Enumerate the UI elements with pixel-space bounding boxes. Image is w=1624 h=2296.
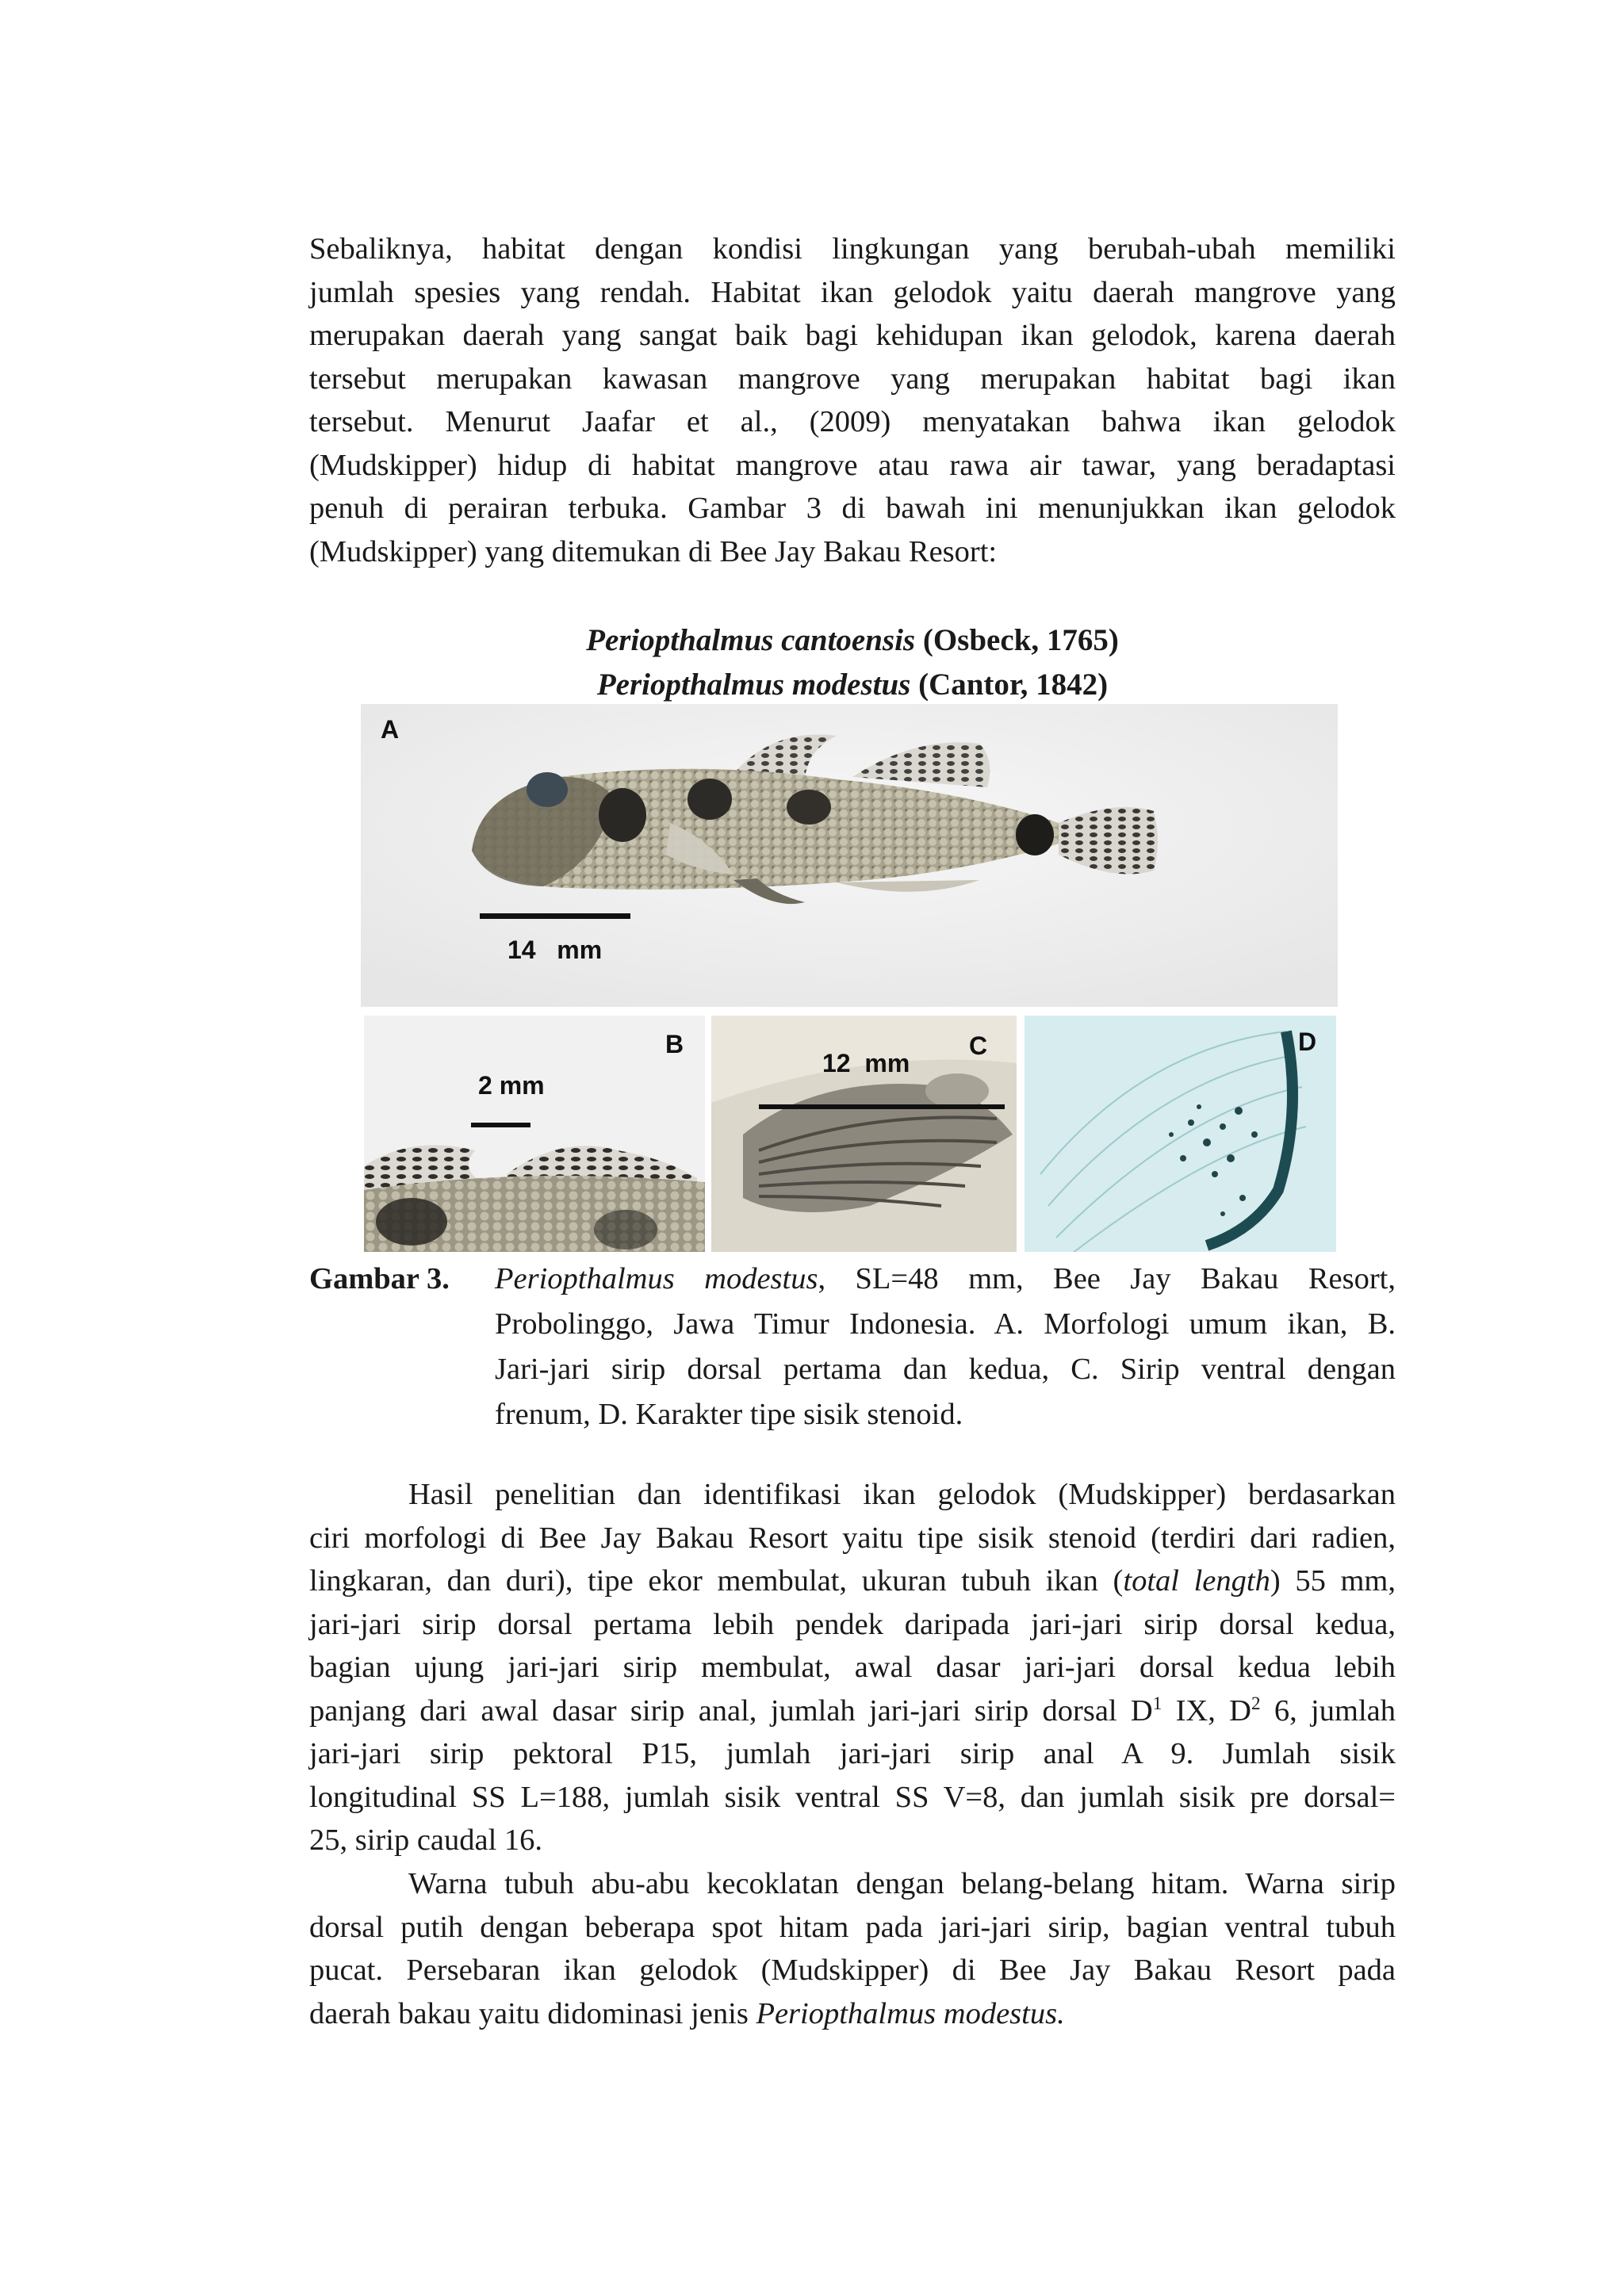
panel-c-label: C: [969, 1031, 988, 1060]
panel-a-label: A: [381, 715, 400, 744]
figure-caption-text: [495, 1257, 1396, 1437]
text-line: Hasil penelitian dan identifikasi ikan gelodok (Mudskipper) berdasarkan: [408, 1478, 1396, 1511]
caption-line: Jari-jari sirip dorsal pertama dan kedua, C. Sirip ventral dengan: [495, 1353, 1396, 1386]
species-name: Periopthalmus cantoensis: [586, 623, 916, 657]
panel-d-label: D: [1298, 1027, 1317, 1056]
caption-line: Probolinggo, Jawa Timur Indonesia. A. Morfologi umum ikan, B.: [495, 1307, 1396, 1341]
text-line: (Mudskipper) hidup di habitat mangrove atau rawa air tawar, yang beradaptasi: [309, 448, 1396, 482]
figure-caption-label: Gambar 3.: [309, 1262, 450, 1295]
text-line: lingkaran, dan duri), tipe ekor membulat, ukuran tubuh ikan (total length) 55 mm,: [309, 1564, 1396, 1598]
text-line: panjang dari awal dasar sirip anal, jumlah jari-jari sirip dorsal $D^1$ IX, $D^2$ 6, jumlah: [309, 1692, 1396, 1728]
text-line: Sebaliknya, habitat dengan kondisi lingkungan yang berubah-ubah memiliki: [309, 232, 1396, 266]
paragraph-intro: [309, 228, 1396, 573]
paragraph-results: [309, 1473, 1396, 1862]
panel-b-label: B: [665, 1030, 684, 1058]
species-name: Periopthalmus modestus: [596, 668, 911, 702]
panel-a-scale-label: 14 mm: [508, 936, 603, 964]
text-line: tersebut. Menurut Jaafar et al., (2009) menyatakan bahwa ikan gelodok: [309, 405, 1396, 438]
species-author: (Osbeck, 1765): [922, 623, 1119, 657]
panel-b-scale-label: 2 mm: [478, 1071, 545, 1100]
text-line: 25, sirip caudal 16.: [309, 1823, 543, 1857]
caption-species: Periopthalmus modestus: [495, 1262, 818, 1295]
panel-c-scale-label: 12 mm: [822, 1049, 910, 1077]
text-line: tersebut merupakan kawasan mangrove yang merupakan habitat bagi ikan: [309, 362, 1396, 396]
figure-panel-d: [1025, 1016, 1336, 1252]
paragraph-color: [309, 1862, 1396, 2035]
text-line: ciri morfologi di Bee Jay Bakau Resort yaitu tipe sisik stenoid (terdiri dari radien,: [309, 1521, 1396, 1555]
text-line: daerah bakau yaitu didominasi jenis Periopthalmus modestus.: [309, 1996, 1065, 2030]
figure-title-species-1: [309, 618, 1396, 663]
figure-panel-b: [364, 1016, 705, 1252]
figure-panel-a: [361, 704, 1338, 1007]
text-line: jari-jari sirip dorsal pertama lebih pendek daripada jari-jari sirip dorsal kedua,: [309, 1607, 1396, 1641]
text-line: jumlah spesies yang rendah. Habitat ikan gelodok yaitu daerah mangrove yang: [309, 275, 1396, 309]
text-line: Warna tubuh abu-abu kecoklatan dengan belang-belang hitam. Warna sirip: [408, 1867, 1396, 1900]
text-line: jari-jari sirip pektoral P15, jumlah jari-jari sirip anal A 9. Jumlah sisik: [309, 1737, 1396, 1770]
text-line: penuh di perairan terbuka. Gambar 3 di bawah ini menunjukkan ikan gelodok: [309, 492, 1396, 525]
text-line: merupakan daerah yang sangat baik bagi kehidupan ikan gelodok, karena daerah: [309, 319, 1396, 352]
species-author: (Cantor, 1842): [918, 668, 1109, 702]
text-line: dorsal putih dengan beberapa spot hitam pada jari-jari sirip, bagian ventral tubuh: [309, 1910, 1396, 1944]
text-line: pucat. Persebaran ikan gelodok (Mudskipper) di Bee Jay Bakau Resort pada: [309, 1954, 1396, 1987]
text-line: bagian ujung jari-jari sirip membulat, awal dasar jari-jari dorsal kedua lebih: [309, 1651, 1396, 1684]
text-line: longitudinal SS L=188, jumlah sisik ventral SS V=8, dan jumlah sisik pre dorsal=: [309, 1780, 1396, 1814]
caption-line: Periopthalmus modestus, SL=48 mm, Bee Jay Bakau Resort,: [495, 1262, 1396, 1295]
text-line: (Mudskipper) yang ditemukan di Bee Jay Bakau Resort:: [309, 534, 998, 568]
figure-panel-c: [711, 1016, 1017, 1252]
dorsal-fin-photo: [364, 1016, 705, 1252]
figure-title-species-2: [309, 663, 1396, 707]
caption-line: frenum, D. Karakter tipe sisik stenoid.: [495, 1398, 963, 1431]
stenoid-scale-photo: [1025, 1016, 1336, 1252]
